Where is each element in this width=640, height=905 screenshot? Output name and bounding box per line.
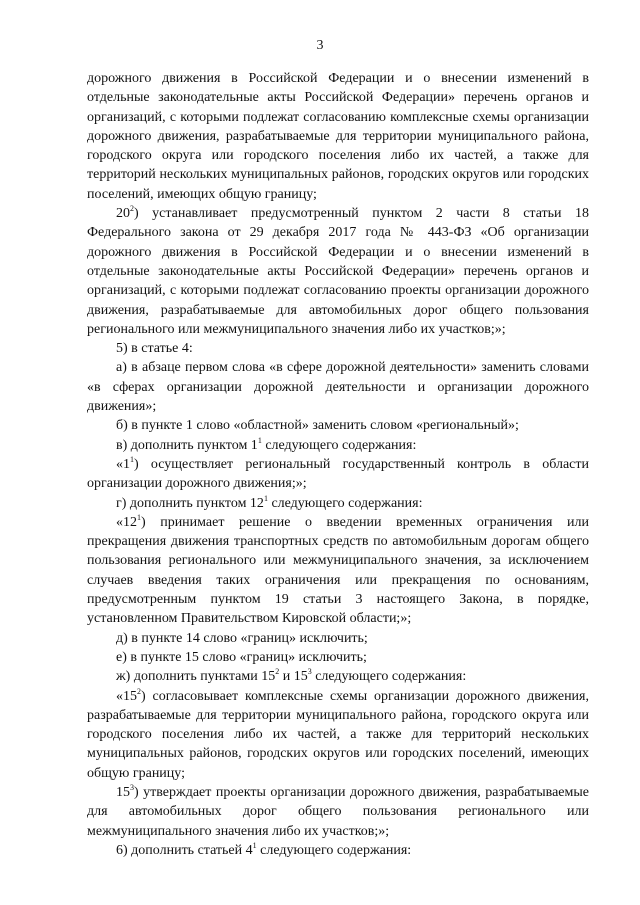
paragraph-text: ж) дополнить пунктами 15 [116,669,276,685]
paragraph-text: «15 [116,688,137,704]
paragraph-text: следующего содержания: [261,437,417,453]
superscript: 1 [137,512,141,522]
superscript: 1 [263,493,268,503]
paragraph-text: ) принимает решение о введении временных ограничения или прекращения движения транспортных средств по автомобильным дорогам общего пользования регионального или межмуниципального значения, за исключением случаев введения таких ограничения или прекращения по основаниям, предусмотренным пунктом 19 статьи 3 настоящего Закона, в порядке, установленном Правительством Кировской области;»; [87,514,589,627]
paragraph [87,687,589,783]
paragraph [87,629,589,648]
paragraph-text: 15 [116,784,130,800]
superscript: 1 [257,435,262,445]
paragraph [87,648,589,667]
superscript: 2 [275,667,280,677]
paragraph [87,416,589,435]
paragraph-text: следующего содержания: [256,842,412,858]
paragraph [87,69,589,204]
paragraph-text: а) в абзаце первом слова «в сфере дорожной деятельности» заменить словами «в сферах организации дорожной деятельности и организации дорожного движения»; [87,360,589,415]
paragraph-text: е) в пункте 15 слово «границ» исключить; [116,649,367,665]
superscript: 1 [130,454,134,464]
paragraph [87,667,589,686]
paragraph-text: «12 [116,514,137,530]
paragraph [87,494,589,513]
paragraph [87,436,589,455]
paragraph-text: ) согласовывает комплексные схемы организации дорожного движения, разрабатываемые для территории муниципального района, городского округа или городского поселения либо их частей, а также для территорий нескольких муниципальных районов, городских округов или городских поселений, имеющих общую границу; [87,688,589,781]
superscript: 2 [137,686,141,696]
superscript: 3 [307,667,312,677]
paragraph-text: «1 [116,456,130,472]
superscript: 3 [130,782,134,792]
superscript: 2 [130,204,134,214]
paragraph-text: б) в пункте 1 слово «областной» заменить словом «региональный»; [116,418,519,434]
paragraph-text: следующего содержания: [267,495,423,511]
paragraph-text: 5) в статье 4: [116,341,193,357]
paragraph-text: ) утверждает проекты организации дорожного движения, разрабатываемые для автомобильных дорог общего пользования регионального или межмуниципального значения либо их участков;»; [87,784,589,839]
paragraph-text: дорожного движения в Российской Федерации и о внесении изменений в отдельные законодательные акты Российской Федерации» перечень органов и организаций, с которыми подлежат согласованию комплексные схемы организации дорожного движения, разрабатываемые для территории муниципального района, городского округа или городского поселения либо их частей, а также для территорий нескольких муниципальных районов, городских округов или городских поселений, имеющих общую границу; [87,71,589,202]
paragraph-text: 20 [116,206,130,222]
page-number: 3 [316,38,324,53]
paragraph [87,841,589,860]
paragraph [87,455,589,494]
paragraph [87,339,589,358]
paragraph-text: ) устанавливает предусмотренный пунктом 2 части 8 статьи 18 Федерального закона от 29 декабря 2017 года № 443-ФЗ «Об организации дорожного движения в Российской Федерации и о внесении изменений в отдельные законодательные акты Российской Федерации» перечень органов и организаций, с которыми подлежат согласованию проекты организации дорожного движения, разрабатываемые для автомобильных дорог общего пользования регионального или межмуниципального значения либо их участков;»; [87,206,589,337]
paragraph-text: и 15 [279,669,308,685]
paragraph-text: 6) дополнить статьей 4 [116,842,253,858]
paragraph [87,783,589,841]
paragraph [87,358,589,416]
paragraph-text: ) осуществляет региональный государственный контроль в области организации дорожного движения;»; [87,456,589,492]
paragraph-text: д) в пункте 14 слово «границ» исключить; [116,630,368,646]
paragraph-text: г) дополнить пунктом 12 [116,495,264,511]
paragraph-text: в) дополнить пунктом 1 [116,437,258,453]
paragraph-text: следующего содержания: [311,669,467,685]
document-body [87,69,589,860]
superscript: 1 [252,840,257,850]
paragraph [87,513,589,629]
paragraph [87,204,589,339]
